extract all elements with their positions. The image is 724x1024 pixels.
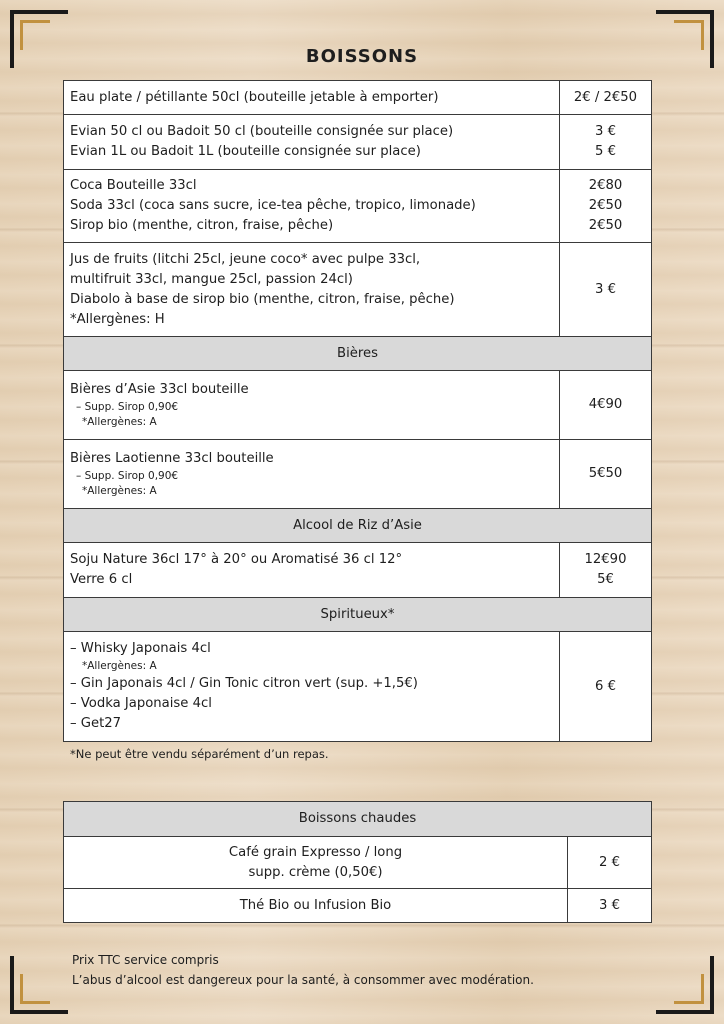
table-row — [64, 440, 652, 509]
price-value: 2€50 — [588, 198, 623, 213]
table-row — [64, 170, 652, 243]
item-cell — [64, 440, 560, 509]
section-row — [64, 337, 652, 371]
item-line: *Allergènes: H — [70, 311, 165, 327]
section-header-bieres: Bières — [64, 337, 652, 371]
price-value: 12€90 — [584, 552, 627, 567]
table-row — [64, 889, 652, 923]
price-cell — [560, 81, 652, 115]
price-value: 3 € — [599, 897, 620, 913]
item-cell — [64, 889, 568, 923]
item-line: Verre 6 cl — [70, 572, 133, 587]
item-supplement: – Supp. Sirop 0,90€ — [76, 401, 179, 413]
price-value: 3 € — [595, 124, 616, 139]
table-row — [64, 243, 652, 337]
item-cell — [64, 115, 560, 170]
item-cell — [64, 371, 560, 440]
price-cell — [568, 889, 652, 923]
price-value: 5€ — [597, 572, 614, 587]
price-cell — [560, 543, 652, 598]
price-value: 5€50 — [588, 466, 623, 481]
section-row — [64, 598, 652, 632]
price-value: 5 € — [595, 144, 616, 159]
item-line: – Gin Japonais 4cl / Gin Tonic citron vert (sup. +1,5€) — [70, 676, 418, 691]
item-line: Sirop bio (menthe, citron, fraise, pêche) — [70, 218, 334, 233]
table-row — [64, 837, 652, 889]
drinks-table — [63, 80, 652, 742]
item-cell — [64, 170, 560, 243]
item-line: Jus de fruits (litchi 25cl, jeune coco* avec pulpe 33cl, — [70, 251, 421, 267]
item-line: Diabolo à base de sirop bio (menthe, citron, fraise, pêche) — [70, 291, 455, 307]
price-cell — [560, 632, 652, 742]
item-line: Coca Bouteille 33cl — [70, 178, 197, 193]
item-line: Eau plate / pétillante 50cl (bouteille jetable à emporter) — [70, 89, 439, 105]
price-value: 2€80 — [588, 178, 623, 193]
section-row — [64, 802, 652, 837]
item-supplement: – Supp. Sirop 0,90€ — [76, 470, 179, 482]
corner-ornament-bottom-left — [10, 956, 68, 1014]
item-line: Soda 33cl (coca sans sucre, ice-tea pêche, tropico, limonade) — [70, 198, 476, 213]
item-line: Evian 1L ou Badoit 1L (bouteille consignée sur place) — [70, 144, 421, 159]
section-header-alcool: Alcool de Riz d’Asie — [64, 509, 652, 543]
table-row — [64, 371, 652, 440]
price-cell — [560, 115, 652, 170]
table-row — [64, 632, 652, 742]
price-cell — [560, 170, 652, 243]
footer — [72, 950, 534, 990]
page-title: BOISSONS — [305, 46, 419, 67]
price-cell — [560, 243, 652, 337]
section-header-spiritueux: Spiritueux* — [64, 598, 652, 632]
item-cell — [64, 81, 560, 115]
price-value: 2 € — [599, 854, 620, 870]
item-allergen: *Allergènes: A — [82, 485, 157, 497]
price-cell — [568, 837, 652, 889]
item-cell — [64, 632, 560, 742]
meal-note: *Ne peut être vendu séparément d’un repas. — [70, 747, 329, 761]
item-line: Evian 50 cl ou Badoit 50 cl (bouteille consignée sur place) — [70, 124, 454, 139]
table-row — [64, 115, 652, 170]
item-line: supp. crème (0,50€) — [248, 864, 383, 880]
price-value: 2€50 — [588, 218, 623, 233]
price-value: 4€90 — [588, 397, 623, 412]
price-cell — [560, 371, 652, 440]
item-line: – Get27 — [70, 716, 122, 731]
price-cell — [560, 440, 652, 509]
section-row — [64, 509, 652, 543]
section-header-hot: Boissons chaudes — [64, 802, 652, 837]
footer-alcohol-warning: L’abus d’alcool est dangereux pour la santé, à consommer avec modération. — [72, 973, 534, 987]
item-line: Soju Nature 36cl 17° à 20° ou Aromatisé 36 cl 12° — [70, 552, 403, 567]
item-line: Café grain Expresso / long — [228, 844, 403, 860]
item-cell — [64, 243, 560, 337]
item-allergen: *Allergènes: A — [82, 660, 157, 672]
price-value: 2€ / 2€50 — [573, 89, 638, 105]
table-row — [64, 543, 652, 598]
item-line: Bières d’Asie 33cl bouteille — [70, 382, 249, 397]
footer-price-note: Prix TTC service compris — [72, 953, 219, 967]
item-line: Thé Bio ou Infusion Bio — [239, 897, 392, 913]
hot-drinks-table — [63, 801, 652, 923]
corner-ornament-bottom-right — [656, 956, 714, 1014]
price-value: 6 € — [595, 678, 616, 694]
item-cell — [64, 543, 560, 598]
item-line: multifruit 33cl, mangue 25cl, passion 24cl) — [70, 271, 353, 287]
table-row — [64, 81, 652, 115]
item-line: Bières Laotienne 33cl bouteille — [70, 451, 274, 466]
item-line: – Vodka Japonaise 4cl — [70, 696, 212, 711]
price-value: 3 € — [595, 281, 616, 297]
item-line: – Whisky Japonais 4cl — [70, 641, 211, 656]
item-allergen: *Allergènes: A — [82, 416, 157, 428]
item-cell — [64, 837, 568, 889]
